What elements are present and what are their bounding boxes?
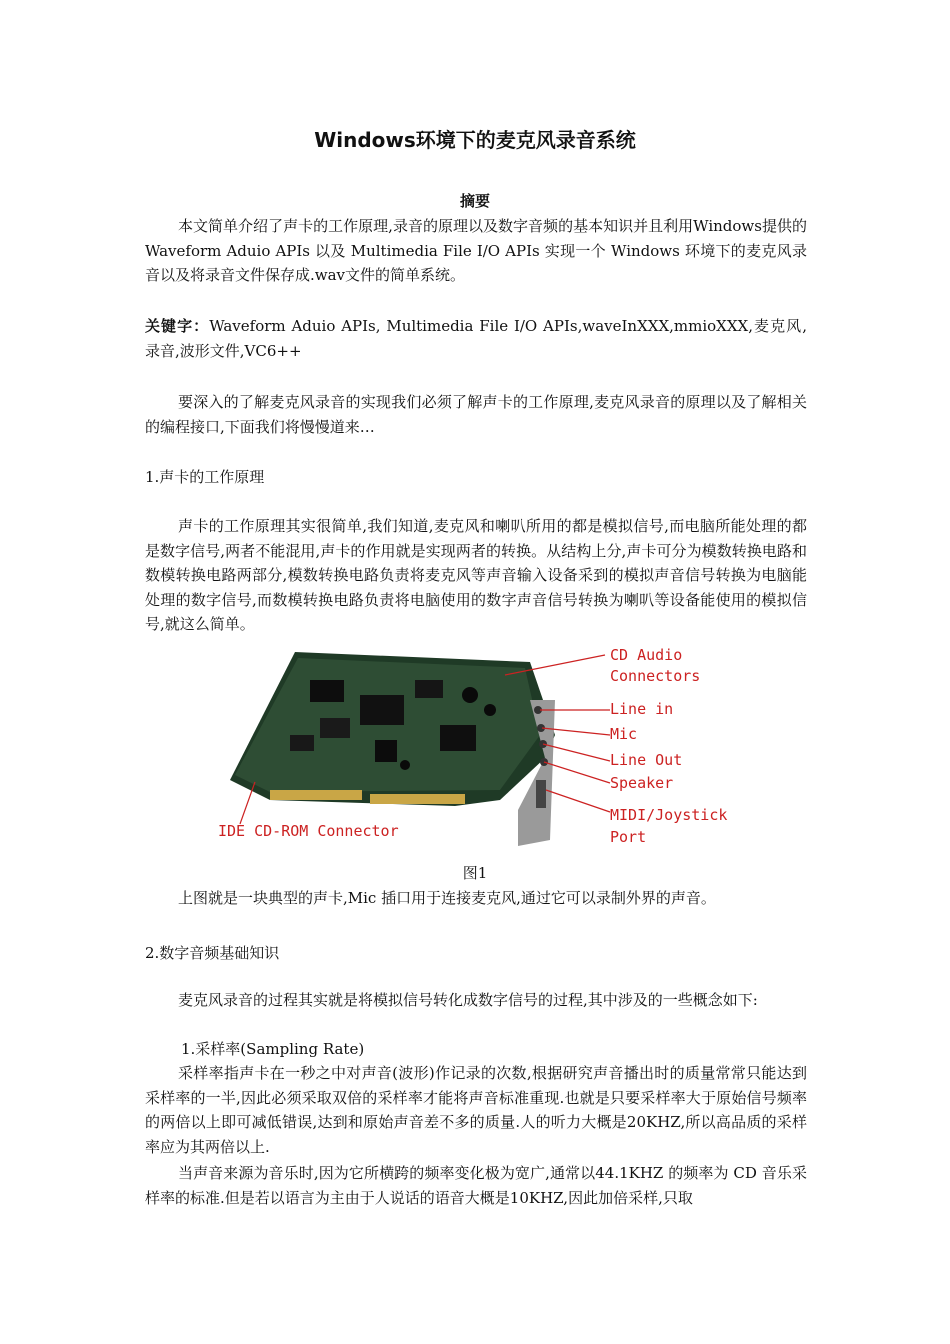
keywords-text: Waveform Aduio APIs, Multimedia File I/O APIs,waveInXXX,mmioXXX,麦克风,录音,波形文件,VC6++ — [145, 317, 807, 360]
subsection-1-paragraph-1: 采样率指声卡在一秒之中对声音(波形)作记录的次数,根据研究声音播出时的质量常常只能达到采样率的一半,因此必须采取双倍的采样率才能将声音标准重现.也就是只要采样率大于原始信号频率的两倍以上即可减低错误,达到和原始声音差不多的质量.人的听力大概是20KHZ,所以高品质的采样率应为其两倍以上. — [145, 1064, 807, 1156]
keywords-paragraph — [145, 314, 807, 363]
section-2-title: 2.数字音频基础知识 — [145, 944, 280, 962]
sound-card-figure — [200, 640, 760, 870]
label-cd-audio: CD Audio — [610, 646, 683, 664]
label-line-in: Line in — [610, 700, 674, 718]
sound-card-illustration — [230, 652, 555, 846]
label-ide-cdrom: IDE CD-ROM Connector — [218, 822, 399, 840]
label-midi-joystick: MIDI/Joystick — [610, 806, 728, 824]
subsection-1-paragraph-2: 当声音来源为音乐时,因为它所横跨的频率变化极为宽广,通常以44.1KHZ 的频率为 CD 音乐采样率的标准.但是若以语言为主由于人说话的语音大概是10KHZ,因此加倍采样,只取 — [145, 1164, 807, 1207]
intro-paragraph: 要深入的了解麦克风录音的实现我们必须了解声卡的工作原理,麦克风录音的原理以及了解相关的编程接口,下面我们将慢慢道来… — [145, 393, 807, 436]
label-speaker: Speaker — [610, 774, 674, 792]
figure-caption: 图1 — [462, 864, 488, 882]
label-cd-connectors: Connectors — [610, 667, 701, 685]
document-title: Windows环境下的麦克风录音系统 — [314, 128, 636, 152]
label-line-out: Line Out — [610, 751, 683, 769]
abstract-paragraph: 本文简单介绍了声卡的工作原理,录音的原理以及数字音频的基本知识并且利用Windows提供的Waveform Aduio APIs 以及 Multimedia File I/O APIs 实现一个 Windows 环境下的麦克风录音以及将录音文件保存成.wav文件的简单系统。 — [145, 217, 807, 284]
label-port: Port — [610, 828, 647, 846]
figure-description: 上图就是一块典型的声卡,Mic 插口用于连接麦克风,通过它可以录制外界的声音。 — [178, 889, 716, 907]
abstract-heading: 摘要 — [459, 192, 490, 210]
label-mic: Mic — [610, 725, 638, 743]
section-1-title: 1.声卡的工作原理 — [145, 468, 265, 486]
section-2-intro: 麦克风录音的过程其实就是将模拟信号转化成数字信号的过程,其中涉及的一些概念如下: — [178, 991, 758, 1009]
keywords-label: 关键字： — [145, 317, 210, 335]
subsection-1-title: 1.采样率(Sampling Rate) — [181, 1040, 365, 1058]
section-1-paragraph: 声卡的工作原理其实很简单,我们知道,麦克风和喇叭所用的都是模拟信号,而电脑所能处理的都是数字信号,两者不能混用,声卡的作用就是实现两者的转换。从结构上分,声卡可分为模数转换电路和数模转换电路两部分,模数转换电路负责将麦克风等声音输入设备采到的模拟声音信号转换为电脑能处理的数字信号,而数模转换电路负责将电脑使用的数字声音信号转换为喇叭等设备能使用的模拟信号,就这么简单。 — [145, 517, 807, 633]
